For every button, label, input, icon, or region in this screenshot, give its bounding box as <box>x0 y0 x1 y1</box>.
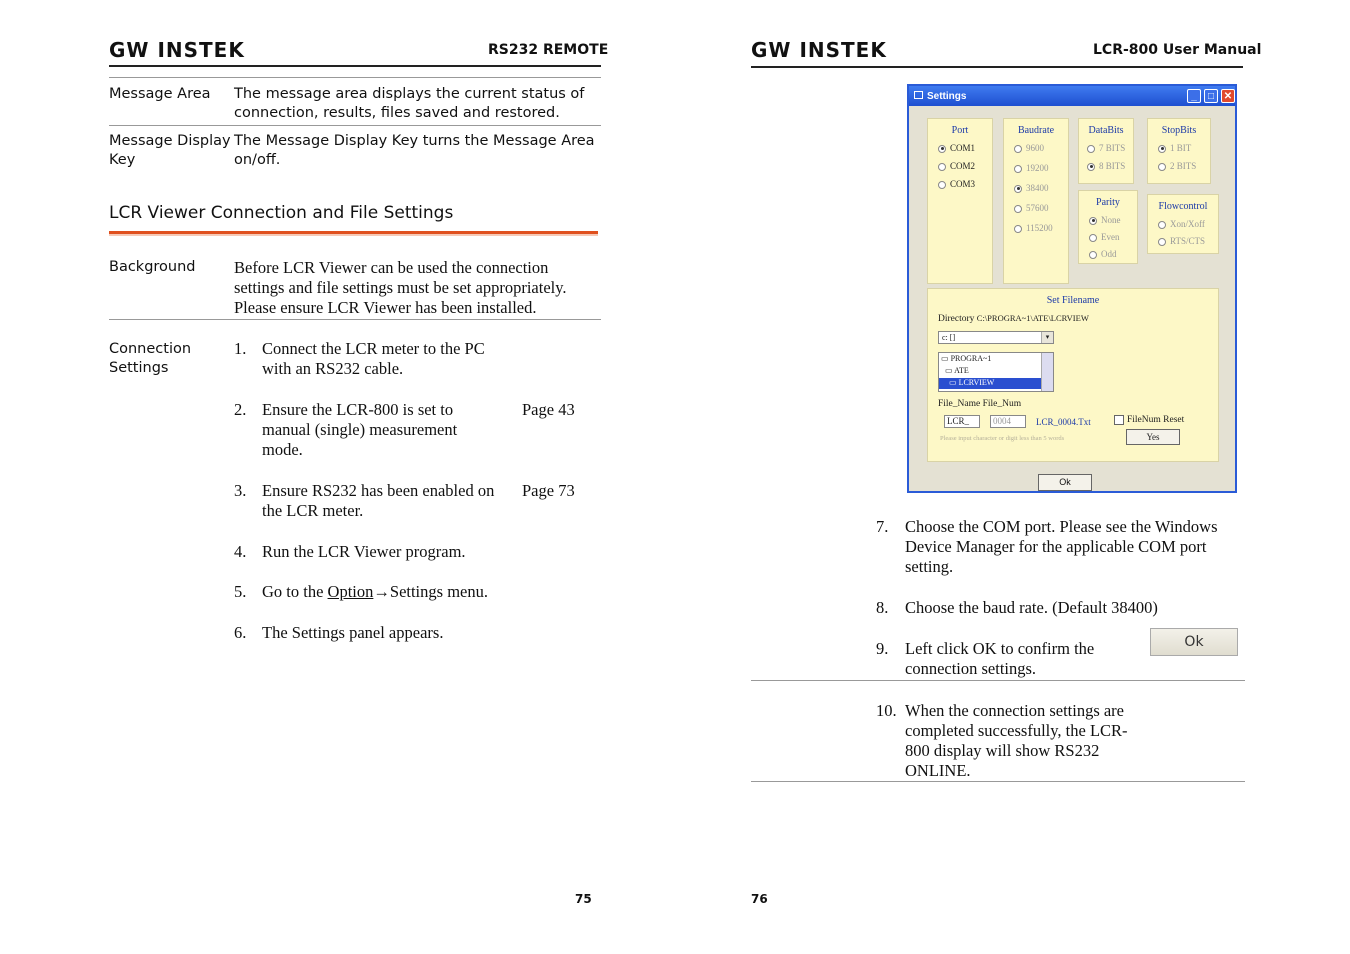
flowcontrol-group: Flowcontrol Xon/Xoff RTS/CTS <box>1147 194 1219 254</box>
settings-titlebar <box>909 86 1235 106</box>
radio-com3[interactable]: COM3 <box>938 179 975 189</box>
step-text: Ensure the LCR-800 is set to manual (single) measurement mode. <box>262 400 458 459</box>
step-number: 5. <box>234 582 247 601</box>
folder-item[interactable]: ▭ PROGRA~1 <box>941 354 992 363</box>
section-title: LCR Viewer Connection and File Settings <box>109 203 454 223</box>
page-reference: Page 73 <box>522 481 575 500</box>
step-number: 9. <box>876 639 889 658</box>
radio-38400[interactable]: 38400 <box>1014 183 1049 193</box>
page-number: 76 <box>751 892 768 906</box>
folder-scrollbar[interactable] <box>1041 353 1053 391</box>
page-header: RS232 REMOTE <box>488 42 609 58</box>
radio-7-bits[interactable]: 7 BITS <box>1087 143 1125 153</box>
folder-list[interactable] <box>938 352 1054 392</box>
step-text: Connect the LCR meter to the PC with an RS232 cable. <box>262 339 485 378</box>
folder-item-selected[interactable]: ▭ LCRVIEW <box>939 378 1041 389</box>
radio-9600[interactable]: 9600 <box>1014 143 1044 153</box>
filename-hint: Please input character or digit less than 5 words <box>940 435 1065 442</box>
radio-1-bit[interactable]: 1 BIT <box>1158 143 1191 153</box>
port-group: Port COM1 COM2 COM3 <box>927 118 993 284</box>
arrow-icon: → <box>373 582 390 601</box>
minimize-icon[interactable]: _ <box>1187 89 1201 103</box>
step-number: 3. <box>234 481 247 500</box>
ok-button-image: Ok <box>1150 628 1238 656</box>
file-name-input[interactable]: LCR_ <box>944 415 980 428</box>
page-reference: Page 43 <box>522 400 575 419</box>
step-number: 8. <box>876 598 889 617</box>
step-text: Run the LCR Viewer program. <box>262 542 466 561</box>
step-text: Choose the baud rate. (Default 38400) <box>905 598 1158 617</box>
row-divider <box>751 781 1245 782</box>
connection-label: Connection Settings <box>109 341 192 376</box>
step-number: 1. <box>234 339 247 358</box>
yes-button[interactable]: Yes <box>1126 429 1180 445</box>
chevron-down-icon[interactable]: ▾ <box>1041 332 1053 343</box>
radio-odd[interactable]: Odd <box>1089 249 1117 259</box>
row-divider <box>109 125 601 126</box>
gw-instek-logo: GW INSTEK <box>751 38 887 62</box>
drive-select[interactable]: c: [] ▾ <box>938 331 1054 344</box>
step-text: Left click OK to confirm the connection settings. <box>905 639 1095 678</box>
page-number: 75 <box>575 892 592 906</box>
radio-rts-cts[interactable]: RTS/CTS <box>1158 236 1205 246</box>
filenum-reset-checkbox[interactable] <box>1114 415 1124 425</box>
window-icon <box>914 91 923 99</box>
row-label-message-area: Message Area <box>109 86 211 102</box>
file-result: LCR_0004.Txt <box>1036 417 1091 427</box>
step-text: Ensure RS232 has been enabled on the LCR meter. <box>262 481 495 520</box>
gw-instek-logo: GW INSTEK <box>109 38 245 62</box>
folder-item[interactable]: ▭ ATE <box>945 366 969 375</box>
step-number: 7. <box>876 517 889 536</box>
parity-group: Parity None Even Odd <box>1078 190 1138 264</box>
file-label: File_Name File_Num <box>938 399 1022 409</box>
radio-even[interactable]: Even <box>1089 232 1120 242</box>
menu-option: Option <box>327 582 374 601</box>
step-number: 10. <box>876 701 897 720</box>
window-title: Settings <box>927 91 967 102</box>
radio-8-bits[interactable]: 8 BITS <box>1087 161 1125 171</box>
step-number: 4. <box>234 542 247 561</box>
background-text: Before LCR Viewer can be used the connection settings and file settings must be set appropriately. Please ensure LCR Viewer has been installed. <box>234 258 567 317</box>
table-top-rule <box>109 77 601 78</box>
step-number: 2. <box>234 400 247 419</box>
radio-19200[interactable]: 19200 <box>1014 163 1049 173</box>
filenum-reset-label: FileNum Reset <box>1127 415 1185 425</box>
header-rule <box>109 65 601 67</box>
radio-57600[interactable]: 57600 <box>1014 203 1049 213</box>
settings-window <box>907 84 1237 493</box>
row-text-message-display-key: The Message Display Key turns the Message Area on/off. <box>234 133 595 168</box>
step-text: When the connection settings are completed successfully, the LCR- 800 display will show RS232 ONLINE. <box>905 701 1128 780</box>
close-icon[interactable]: ✕ <box>1221 89 1235 103</box>
step-text: The Settings panel appears. <box>262 623 444 642</box>
stopbits-group: StopBits 1 BIT 2 BITS <box>1147 118 1211 184</box>
maximize-icon[interactable]: □ <box>1204 89 1218 103</box>
radio-com1[interactable]: COM1 <box>938 143 975 153</box>
section-rule-shadow <box>109 234 598 236</box>
radio-xon-xoff[interactable]: Xon/Xoff <box>1158 219 1205 229</box>
row-text-message-area: The message area displays the current status of connection, results, files saved and restored. <box>234 86 585 121</box>
directory-label: Directory C:\PROGRA~1\ATE\LCRVIEW <box>938 313 1089 324</box>
step-number: 6. <box>234 623 247 642</box>
ok-button[interactable]: Ok <box>1038 474 1092 491</box>
file-num-input[interactable]: 0004 <box>990 415 1026 428</box>
radio-none[interactable]: None <box>1089 215 1121 225</box>
radio-115200[interactable]: 115200 <box>1014 223 1053 233</box>
databits-group: DataBits 7 BITS 8 BITS <box>1078 118 1134 184</box>
radio-com2[interactable]: COM2 <box>938 161 975 171</box>
filename-group: Set Filename Directory C:\PROGRA~1\ATE\LCRVIEW c: [] ▾ ▭ PROGRA~1 ▭ ATE ▭ LCRVIEW File_Name File_Num LCR_ 0004 LCR_0004.Txt FileNum Reset Yes Please input character or digit less than 5 words <box>927 288 1219 462</box>
step-text: Choose the COM port. Please see the Windows Device Manager for the applicable COM port setting. <box>905 517 1218 576</box>
step-text: Go to the Option→Settings menu. <box>262 582 488 601</box>
baudrate-group: Baudrate 9600 19200 38400 57600 115200 <box>1003 118 1069 284</box>
row-label-message-display-key: Message Display Key <box>109 133 231 168</box>
page-header: LCR-800 User Manual <box>1093 42 1262 58</box>
radio-2-bits[interactable]: 2 BITS <box>1158 161 1196 171</box>
row-divider <box>751 680 1245 681</box>
header-rule <box>751 66 1243 68</box>
row-divider <box>109 319 601 320</box>
background-label: Background <box>109 259 196 275</box>
